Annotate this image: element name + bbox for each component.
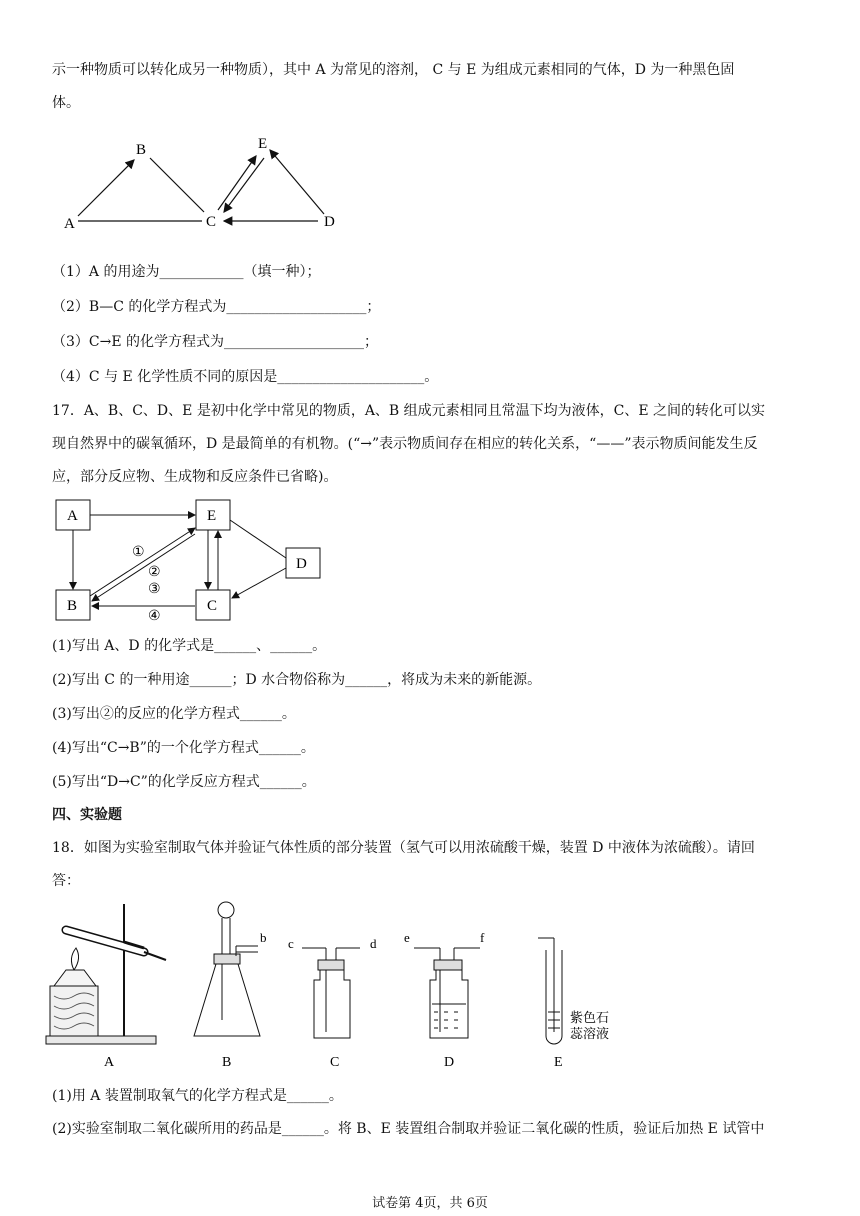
section-heading: 四、实验题 xyxy=(52,807,122,823)
q18-item: (2)实验室制取二氧化碳所用的药品是______。将 B、E 装置组合制取并验证二氧化碳的性质，验证后加热 E 试管中 xyxy=(52,1121,765,1137)
label-apparatus-e: E xyxy=(554,1055,563,1070)
page-footer: 试卷第 4页，共 6页 xyxy=(372,1196,488,1211)
line-b-c xyxy=(150,158,204,212)
node-c: C xyxy=(206,214,217,230)
q16-item: （3）C→E 的化学方程式为____________________； xyxy=(52,334,379,350)
node-b: B xyxy=(136,142,147,158)
line-e-d xyxy=(230,520,286,558)
node-d: D xyxy=(324,214,335,230)
paragraph-line: 体。 xyxy=(52,95,80,111)
apparatus-b xyxy=(194,902,260,1036)
paragraph-line: 示一种物质可以转化成另一种物质），其中 A 为常见的溶剂， C 与 E 为组成元素相同的气体，D 为一种黑色固 xyxy=(52,62,735,78)
q18-stem-line: 18．如图为实验室制取气体并验证气体性质的部分装置（氢气可以用浓硫酸干燥，装置 D 中液体为浓硫酸）。请回 xyxy=(52,840,755,856)
apparatus-c xyxy=(302,948,360,1038)
apparatus-e xyxy=(538,938,562,1044)
arrow-d-to-c xyxy=(232,568,286,598)
q16-item: （2）B—C 的化学方程式为____________________； xyxy=(52,299,381,315)
label-apparatus-b: B xyxy=(222,1055,232,1070)
label-c: C xyxy=(207,598,218,614)
arrow-b-to-e-1 xyxy=(90,528,195,596)
port-e: e xyxy=(404,930,410,945)
mark-4: ④ xyxy=(148,609,161,624)
q17-item: (4)写出“C→B”的一个化学方程式______。 xyxy=(52,740,315,756)
apparatus-a xyxy=(46,904,166,1044)
q17-item: (3)写出②的反应的化学方程式______。 xyxy=(52,706,296,722)
label-apparatus-a: A xyxy=(104,1055,115,1070)
apparatus-figure xyxy=(40,900,640,1070)
q17-stem-line: 应，部分反应物、生成物和反应条件已省略)。 xyxy=(52,469,338,485)
port-d: d xyxy=(370,936,377,951)
q16-item: （4）C 与 E 化学性质不同的原因是_____________________。 xyxy=(52,369,439,385)
mark-1: ① xyxy=(132,545,145,560)
q17-item: (1)写出 A、D 的化学式是______、______。 xyxy=(52,638,327,654)
q17-item: (5)写出“D→C”的化学反应方程式______。 xyxy=(52,774,316,790)
conversion-diagram-1 xyxy=(52,132,352,242)
port-c: c xyxy=(288,936,294,951)
q17-stem-line: 现自然界中的碳氧循环，D 是最简单的有机物。(“→”表示物质间存在相应的转化关系，“——”表示物质间能发生反 xyxy=(52,436,758,452)
mark-2: ② xyxy=(148,565,161,580)
node-e: E xyxy=(258,136,268,152)
litmus-label-1: 紫色石 xyxy=(570,1010,610,1025)
arrow-c-to-e xyxy=(218,156,256,210)
label-a: A xyxy=(67,508,78,524)
litmus-label-2: 蕊溶液 xyxy=(570,1026,610,1041)
q17-item: (2)写出 C 的一种用途______；D 水合物俗称为______，将成为未来的新能源。 xyxy=(52,672,542,688)
conversion-diagram-2 xyxy=(52,496,342,626)
q17-stem-line: 17．A、B、C、D、E 是初中化学中常见的物质，A、B 组成元素相同且常温下均为液体，C、E 之间的转化可以实 xyxy=(52,403,766,419)
label-e: E xyxy=(207,508,217,524)
label-d: D xyxy=(296,556,307,572)
node-a: A xyxy=(64,216,75,232)
apparatus-d xyxy=(414,948,480,1038)
mark-3: ③ xyxy=(148,582,161,597)
arrow-e-to-c xyxy=(224,158,264,212)
label-b: B xyxy=(67,598,78,614)
port-f: f xyxy=(480,930,485,945)
q16-item: （1）A 的用途为____________（填一种）； xyxy=(52,264,321,280)
q18-stem-line: 答： xyxy=(52,873,80,889)
label-apparatus-c: C xyxy=(330,1055,340,1070)
q18-item: (1)用 A 装置制取氧气的化学方程式是______。 xyxy=(52,1088,343,1104)
arrow-d-to-e xyxy=(270,150,324,214)
label-apparatus-d: D xyxy=(444,1055,455,1070)
arrow-a-to-b xyxy=(78,160,134,216)
port-b: b xyxy=(260,930,267,945)
